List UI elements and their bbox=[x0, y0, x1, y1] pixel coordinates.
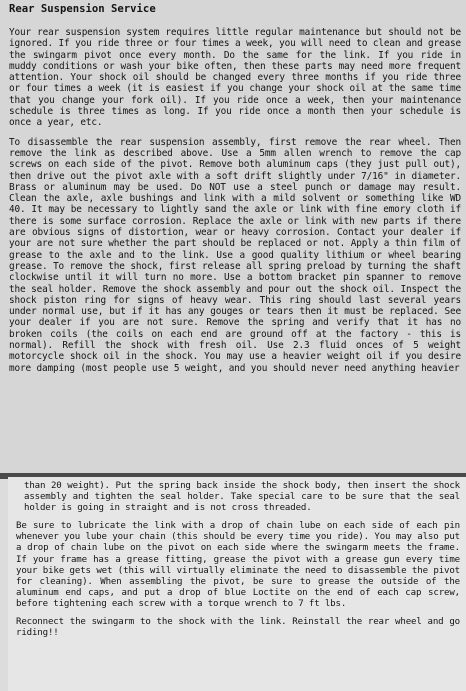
paragraph-reconnect: Reconnect the swingarm to the shock with the link. Reinstall the rear wheel and go riding!! bbox=[16, 617, 460, 639]
paragraph-reassembly: than 20 weight). Put the spring back inside the shock body, then insert the shock assembly and tighten the seal holder. Take special care to be sure that the seal holder is going in straight and is not cross threaded. bbox=[24, 481, 460, 514]
lower-page-section bbox=[8, 477, 466, 691]
paragraph-disassembly: To disassemble the rear suspension assembly, first remove the rear wheel. Then remove the link as described above. Use a 5mm allen wrench to remove the cap screws on each side of the pivot. Remove both aluminum caps (they just pull out), then drive out the pivot axle with a soft drift slightly under 7/16" in diameter. Brass or aluminum may be used. Do NOT use a steel punch or damage may result. Clean the axle, axle bushings and link with a mild solvent or something like WD 40. It may be necessary to lightly sand the axle or link with fine emory cloth if there is some surface corrosion. Replace the axle or link with new parts if there are obvious signs of distortion, wear or heavy corrosion. Contact your dealer if your are not sure whether the part should be replaced or not. Apply a thin film of grease to the axle and to the link. Use a good quality lithium or wheel bearing grease. To remove the shock, first release all spring preload by turning the shaft clockwise until it will turn no more. Use a bottom bracket pin spanner to remove the seal holder. Remove the shock assembly and pour out the shock oil. Inspect the shock piston ring for signs of heavy wear. This ring should last several years under normal use, but if it has any gouges or tears then it must be replaced. See your dealer if you are not sure. Remove the spring and verify that it has no broken coils (the coils on each end are ground off at the factory - this is normal). Refill the shock with fresh oil. Use 2.3 fluid onces of 5 weight motorcycle shock oil in the shock. You may use a heavier weight oil if you desire more damping (most people use 5 weight, and you should never need anything heavier bbox=[9, 136, 461, 374]
page-title: Rear Suspension Service bbox=[9, 3, 156, 15]
paragraph-lubrication: Be sure to lubricate the link with a drop of chain lube on each side of each pin whenever you lube your chain (this should be every time you ride). You may also put a drop of chain lube on the pivot on each side where the swingarm meets the frame. If your frame has a grease fitting, grease the pivot with a grease gun every time your bike gets wet (this will virtually eliminate the need to disassemble the pivot for cleaning). When assembling the pivot, be sure to grease the outside of the aluminum end caps, and put a drop of blue Loctite on the end of each cap screw, before tightening each screw with a torque wrench to 7 ft lbs. bbox=[16, 521, 460, 609]
paragraph-maintenance-schedule: Your rear suspension system requires little regular maintenance but should not be ignored. If you ride three or four times a week, you will need to clean and grease the swingarm pivot once every month. Do the same for the link. If you ride in muddy conditions or wash your bike often, then these parts may need more frequent attention. Your shock oil should be changed every three months if you ride three or four times a week (it is easiest if you change your shock oil at the same time that you change your fork oil). If you ride once a week, then your maintenance schedule is three times as long. If you ride once a month then your schedule is once a year, etc. bbox=[9, 27, 461, 129]
